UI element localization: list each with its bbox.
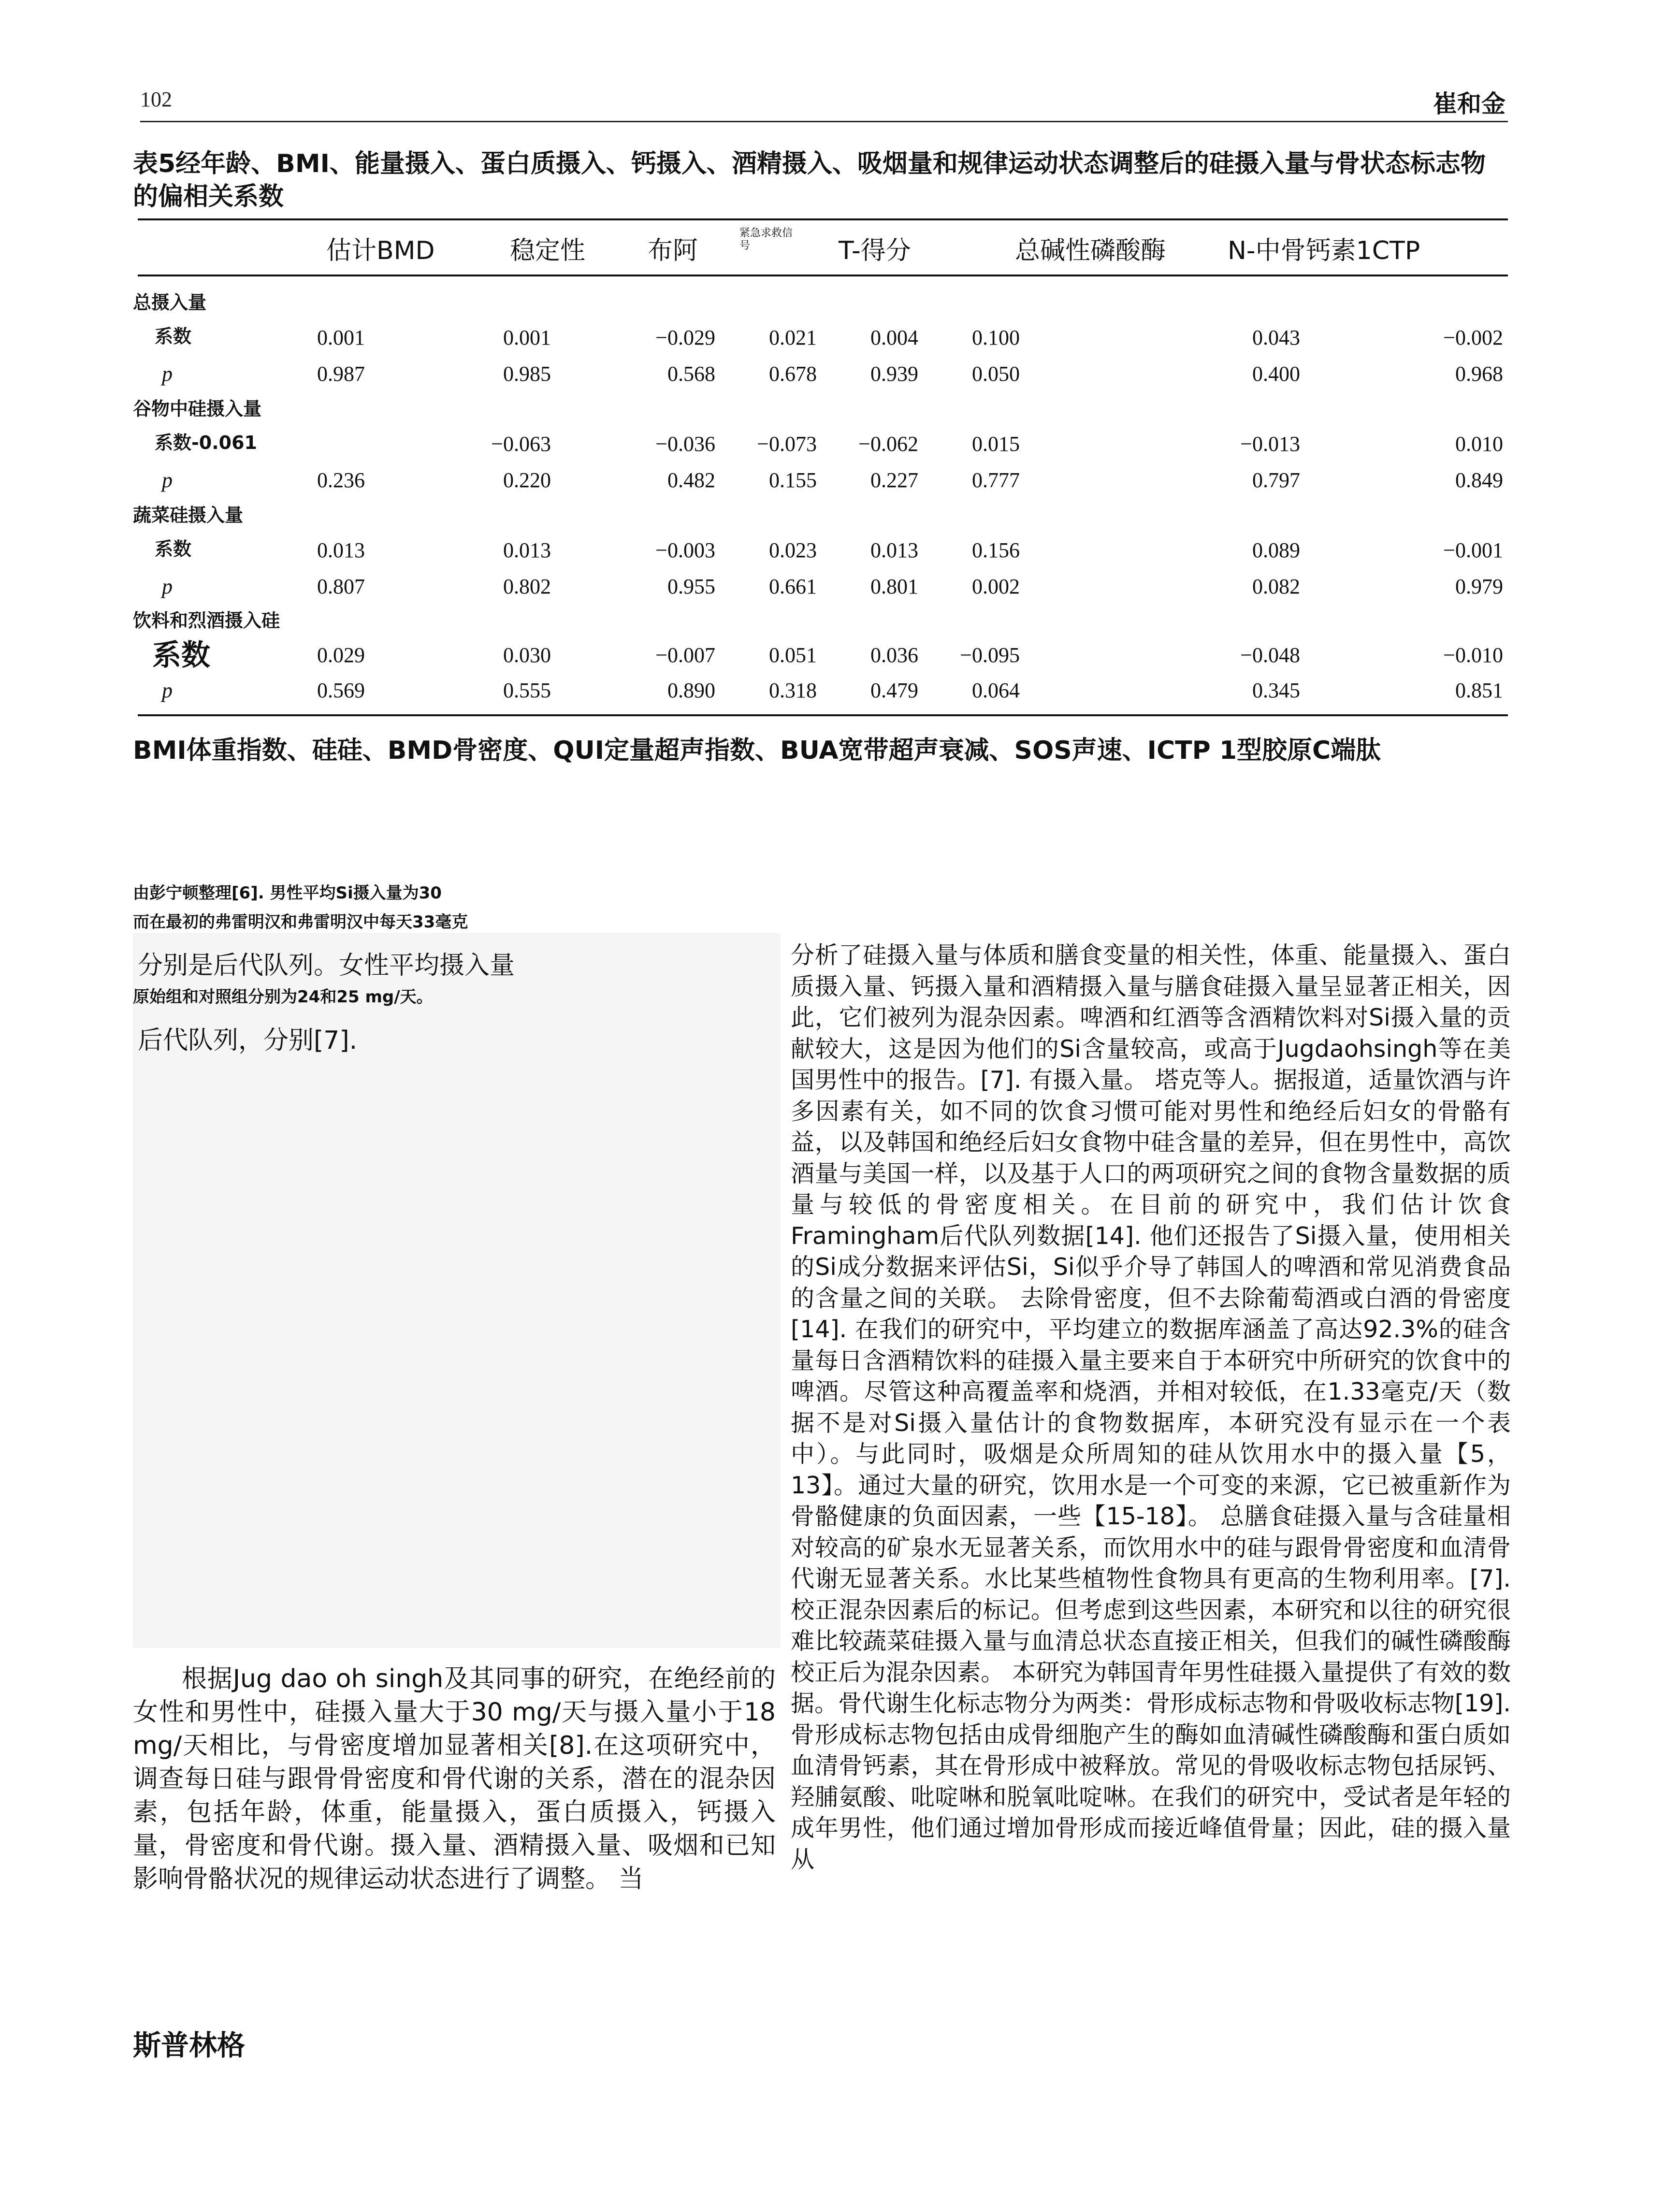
- table-cell: 0.849: [1455, 468, 1503, 492]
- column-header: 布阿: [648, 236, 698, 265]
- body-paragraph-left: [133, 1663, 776, 1896]
- table-cell: −0.095: [960, 643, 1020, 667]
- table-top-rule: [138, 218, 1508, 220]
- paragraph-text: 根据Jug dao oh singh及其同事的研究，在绝经前的女性和男性中，硅摄入量大于30 mg/天与摄入量小于18 mg/天相比，与骨密度增加显著相关[8].在这项研究中，调查每日硅与跟骨骨密度和骨代谢的关系，潜在的混杂因素，包括年龄，体重，能量摄入，蛋白质摄入，钙摄入量，骨密度和骨代谢。摄入量、酒精摄入量、吸烟和已知影响骨骼状况的规律运动状态进行了调整。 当: [133, 1664, 776, 1894]
- table-cell: 0.851: [1455, 679, 1503, 702]
- row-group-label: 谷物中硅摄入量: [133, 398, 262, 419]
- row-label: 系数: [152, 638, 210, 672]
- table-cell: 0.568: [667, 362, 715, 386]
- table-cell: −0.013: [1240, 432, 1300, 456]
- table-title: 表5经年龄、BMI、能量摄入、蛋白质摄入、钙摄入、酒精摄入、吸烟量和规律运动状态调整后的硅摄入量与骨状态标志物的偏相关系数: [133, 149, 1486, 211]
- table-cell: 0.100: [972, 326, 1020, 349]
- column-header: 估计BMD: [326, 236, 435, 265]
- text-fragment: 分别是后代队列。女性平均摄入量: [138, 951, 515, 980]
- row-label: 系数: [155, 538, 192, 560]
- column-header: T-得分: [839, 236, 911, 265]
- table-cell: 0.156: [972, 538, 1020, 562]
- table-cell: −0.029: [655, 326, 715, 349]
- table-cell: 0.043: [1252, 326, 1300, 349]
- text-fragment: 而在最初的弗雷明汉和弗雷明汉中每天33毫克: [133, 912, 468, 932]
- table-cell: 0.236: [317, 468, 365, 492]
- row-group-label: 总摄入量: [133, 292, 207, 313]
- table-cell: 0.555: [503, 679, 551, 702]
- table-cell: 0.051: [769, 643, 817, 667]
- table-cell: 0.064: [972, 679, 1020, 702]
- row-group-label: 饮料和烈酒摄入硅: [133, 610, 280, 631]
- table-cell: 0.678: [769, 362, 817, 386]
- table-cell: 0.802: [503, 575, 551, 598]
- table-cell: 0.807: [317, 575, 365, 598]
- text-fragment: 由彭宁顿整理[6]. 男性平均Si摄入量为30: [133, 883, 442, 903]
- header-divider: [140, 121, 1508, 122]
- table-cell: 0.985: [503, 362, 551, 386]
- table-cell: 0.001: [317, 326, 365, 349]
- table-cell: 0.987: [317, 362, 365, 386]
- table-cell: 0.029: [317, 643, 365, 667]
- table-cell: 0.801: [870, 575, 918, 598]
- table-cell: −0.007: [655, 643, 715, 667]
- table-cell: −0.001: [1443, 538, 1503, 562]
- table-bottom-rule: [138, 714, 1508, 716]
- table-cell: −0.073: [757, 432, 817, 456]
- table-cell: 0.220: [503, 468, 551, 492]
- table-cell: 0.082: [1252, 575, 1300, 598]
- table-cell: −0.003: [655, 538, 715, 562]
- table-cell: 0.001: [503, 326, 551, 349]
- table-cell: 0.890: [667, 679, 715, 702]
- table-header-rule: [138, 275, 1508, 276]
- row-label: p: [162, 362, 173, 386]
- table-cell: 0.013: [317, 538, 365, 562]
- column-header: 紧急求救信号: [739, 227, 793, 252]
- table-cell: 0.569: [317, 679, 365, 702]
- table-cell: −0.062: [858, 432, 918, 456]
- table-cell: 0.661: [769, 575, 817, 598]
- table-cell: 0.797: [1252, 468, 1300, 492]
- table-cell: 0.979: [1455, 575, 1503, 598]
- table-cell: 0.345: [1252, 679, 1300, 702]
- table-cell: 0.002: [972, 575, 1020, 598]
- table-cell: 0.050: [972, 362, 1020, 386]
- table-cell: 0.004: [870, 326, 918, 349]
- text-fragment: 原始组和对照组分别为24和25 mg/天。: [133, 987, 433, 1007]
- author-name: 崔和金: [1433, 90, 1506, 118]
- text-fragment: 后代队列，分别[7].: [138, 1026, 358, 1055]
- table-cell: −0.063: [491, 432, 551, 456]
- row-group-label: 蔬菜硅摄入量: [133, 505, 244, 526]
- table-cell: 0.227: [870, 468, 918, 492]
- row-label: p: [162, 468, 173, 492]
- page-number: 102: [140, 87, 172, 111]
- table-cell: 0.013: [503, 538, 551, 562]
- body-paragraph-right: 分析了硅摄入量与体质和膳食变量的相关性，体重、能量摄入、蛋白质摄入量、钙摄入量和酒精摄入量与膳食硅摄入量呈显著正相关，因此，它们被列为混杂因素。啤酒和红酒等含酒精饮料对Si摄入量的贡献较大，这是因为他们的Si含量较高，或高于Jugdaohsingh等在美国男性中的报告。[7]. 有摄入量。 塔克等人。据报道，适量饮酒与许多因素有关，如不同的饮食习惯可能对男性和绝经后妇女的骨骼有益，以及韩国和绝经后妇女食物中硅含量的差异，但在男性中，高饮酒量与美国一样，以及基于人口的两项研究之间的食物含量数据的质量与较低的骨密度相关。在目前的研究中，我们估计饮食Framingham后代队列数据[14]. 他们还报告了Si摄入量，使用相关的Si成分数据来评估Si，Si似乎介导了韩国人的啤酒和常见消费食品的含量之间的关联。 去除骨密度，但不去除葡萄酒或白酒的骨密度[14]. 在我们的研究中，平均建立的数据库涵盖了高达92.3%的硅含量每日含酒精饮料的硅摄入量主要来自于本研究中所研究的饮食中的啤酒。尽管这种高覆盖率和烧酒，并相对较低，在1.33毫克/天（数据不是对Si摄入量估计的食物数据库，本研究没有显示在一个表中）。与此同时，吸烟是众所周知的硅从饮用水中的摄入量【5，13】。通过大量的研究，饮用水是一个可变的来源，它已被重新作为骨骼健康的负面因素，一些【15-18】。 总膳食硅摄入量与含硅量相对较高的矿泉水无显著关系，而饮用水中的硅与跟骨骨密度和血清骨代谢无显著关系。水比某些植物性食物具有更高的生物利用率。[7]. 校正混杂因素后的标记。但考虑到这些因素，本研究和以往的研究很难比较蔬菜硅摄入量与血清总状态直接正相关，但我们的碱性磷酸酶校正后为混杂因素。 本研究为韩国青年男性硅摄入量提供了有效的数据。骨代谢生化标志物分为两类：骨形成标志物和骨吸收标志物[19].骨形成标志物包括由成骨细胞产生的酶如血清碱性磷酸酶和蛋白质如血清骨钙素，其在骨形成中被释放。常见的骨吸收标志物包括尿钙、羟脯氨酸、吡啶啉和脱氧吡啶啉。在我们的研究中，受试者是年轻的成年男性，他们通过增加骨形成而接近峰值骨量；因此，硅的摄入量从: [791, 941, 1511, 1873]
- table-cell: −0.036: [655, 432, 715, 456]
- table-cell: 0.482: [667, 468, 715, 492]
- table-cell: 0.777: [972, 468, 1020, 492]
- column-header: 稳定性: [510, 236, 586, 265]
- row-label: p: [162, 575, 173, 598]
- table-cell: 0.036: [870, 643, 918, 667]
- table-cell: 0.479: [870, 679, 918, 702]
- table-cell: 0.015: [972, 432, 1020, 456]
- table-cell: 0.013: [870, 538, 918, 562]
- table-cell: −0.010: [1443, 643, 1503, 667]
- table-cell: 0.089: [1252, 538, 1300, 562]
- table-cell: 0.968: [1455, 362, 1503, 386]
- publisher-logo: 斯普林格: [133, 2029, 246, 2062]
- table-cell: 0.030: [503, 643, 551, 667]
- table-cell: 0.318: [769, 679, 817, 702]
- column-header: N-中骨钙素1CTP: [1228, 236, 1420, 265]
- table-cell: −0.002: [1443, 326, 1503, 349]
- table-cell: 0.010: [1455, 432, 1503, 456]
- table-cell: 0.955: [667, 575, 715, 598]
- column-header: 总碱性磷酸酶: [1015, 236, 1166, 265]
- table-cell: 0.939: [870, 362, 918, 386]
- row-label: 系数-0.061: [155, 432, 257, 453]
- table-footnote: BMI体重指数、硅硅、BMD骨密度、QUI定量超声指数、BUA宽带超声衰减、SOS声速、ICTP 1型胶原C端肽: [133, 736, 1381, 765]
- row-label: 系数: [155, 326, 192, 347]
- table-cell: −0.048: [1240, 643, 1300, 667]
- table-cell: 0.023: [769, 538, 817, 562]
- table-cell: 0.021: [769, 326, 817, 349]
- table-cell: 0.155: [769, 468, 817, 492]
- table-cell: 0.400: [1252, 362, 1300, 386]
- row-label: p: [162, 679, 173, 702]
